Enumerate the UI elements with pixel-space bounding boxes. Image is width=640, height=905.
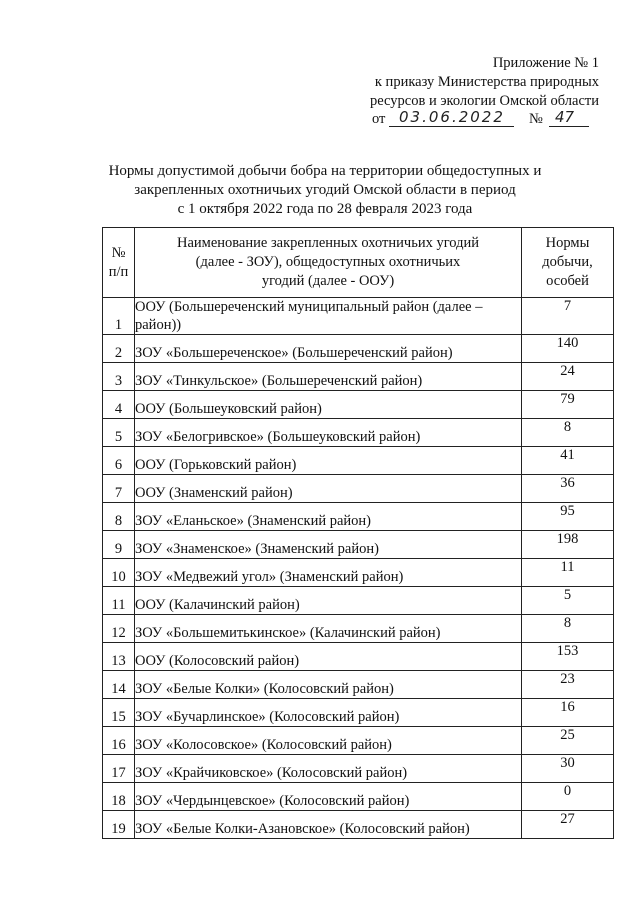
table-row <box>103 811 614 839</box>
table-row <box>103 335 614 363</box>
header-number <box>103 228 135 298</box>
row-name: ЗОУ «Белые Колки» (Колосовский район) <box>135 671 522 699</box>
row-value: 41 <box>522 447 614 475</box>
table-row <box>103 363 614 391</box>
row-name: ЗОУ «Медвежий угол» (Знаменский район) <box>135 559 522 587</box>
row-name: ЗОУ «Чердынцевское» (Колосовский район) <box>135 783 522 811</box>
appendix-order-ref: к приказу Министерства природных <box>374 74 599 90</box>
row-value: 11 <box>522 559 614 587</box>
row-number: 9 <box>103 531 135 559</box>
row-name: ЗОУ «Еланьское» (Знаменский район) <box>135 503 522 531</box>
table-header-row <box>103 228 614 298</box>
row-number: 3 <box>103 363 135 391</box>
row-name: ЗОУ «Белогривское» (Большеуковский район) <box>135 419 522 447</box>
row-value: 23 <box>522 671 614 699</box>
row-value: 79 <box>522 391 614 419</box>
row-value: 16 <box>522 699 614 727</box>
header-name-line-2: (далее - ЗОУ), общедоступных охотничьих <box>195 254 461 270</box>
table-row <box>103 419 614 447</box>
row-value: 8 <box>522 615 614 643</box>
row-value: 36 <box>522 475 614 503</box>
row-value: 0 <box>522 783 614 811</box>
row-name: ЗОУ «Белые Колки-Азановское» (Колосовский район) <box>135 811 522 839</box>
row-value: 5 <box>522 587 614 615</box>
row-value: 140 <box>522 335 614 363</box>
row-number: 16 <box>103 727 135 755</box>
handwritten-number: 47 <box>555 108 575 126</box>
table-row <box>103 615 614 643</box>
header-name-line-3: угодий (далее - ООУ) <box>261 273 395 289</box>
appendix-number: Приложение № 1 <box>492 55 599 71</box>
row-name: ООУ (Колосовский район) <box>135 643 522 671</box>
row-name: ЗОУ «Большереченское» (Большереченский район) <box>135 335 522 363</box>
row-number: 5 <box>103 419 135 447</box>
row-name: ООУ (Большеуковский район) <box>135 391 522 419</box>
row-value: 7 <box>522 298 614 335</box>
table-row <box>103 391 614 419</box>
table-row <box>103 475 614 503</box>
row-number: 18 <box>103 783 135 811</box>
row-number: 8 <box>103 503 135 531</box>
table-row <box>103 699 614 727</box>
row-number: 12 <box>103 615 135 643</box>
row-value: 8 <box>522 419 614 447</box>
header-value-line-2: добычи, <box>542 254 593 270</box>
row-number: 11 <box>103 587 135 615</box>
row-name: ЗОУ «Большемитькинское» (Калачинский район) <box>135 615 522 643</box>
table-row <box>103 783 614 811</box>
table-row <box>103 298 614 335</box>
title-line-1: Нормы допустимой добычи бобра на территории общедоступных и <box>108 163 542 179</box>
row-name: ЗОУ «Крайчиковское» (Колосовский район) <box>135 755 522 783</box>
row-name: ООУ (Горьковский район) <box>135 447 522 475</box>
row-name: ЗОУ «Бучарлинское» (Колосовский район) <box>135 699 522 727</box>
row-name: ООУ (Знаменский район) <box>135 475 522 503</box>
title-line-3: с 1 октября 2022 года по 28 февраля 2023 года <box>177 201 473 217</box>
header-number-line-2: п/п <box>108 263 129 280</box>
row-number: 2 <box>103 335 135 363</box>
header-value <box>522 228 614 298</box>
header-number-line-1: № <box>111 244 126 261</box>
row-value: 27 <box>522 811 614 839</box>
table-row <box>103 587 614 615</box>
table-row <box>103 531 614 559</box>
header-name <box>135 228 522 298</box>
norms-table <box>102 227 614 839</box>
row-number: 10 <box>103 559 135 587</box>
row-name: ООУ (Калачинский район) <box>135 587 522 615</box>
appendix-date-number-line <box>359 110 599 130</box>
row-number: 7 <box>103 475 135 503</box>
row-number: 15 <box>103 699 135 727</box>
title-line-2: закрепленных охотничьих угодий Омской области в период <box>134 182 516 198</box>
row-value: 25 <box>522 727 614 755</box>
row-number: 17 <box>103 755 135 783</box>
row-value: 198 <box>522 531 614 559</box>
table-row <box>103 671 614 699</box>
table-row <box>103 447 614 475</box>
appendix-ministry: ресурсов и экологии Омской области <box>370 93 599 109</box>
table-row <box>103 643 614 671</box>
row-number: 19 <box>103 811 135 839</box>
row-value: 153 <box>522 643 614 671</box>
table-row <box>103 503 614 531</box>
date-label: от <box>372 111 386 127</box>
row-value: 95 <box>522 503 614 531</box>
table-row <box>103 559 614 587</box>
row-number: 4 <box>103 391 135 419</box>
row-number: 1 <box>103 298 135 335</box>
row-value: 24 <box>522 363 614 391</box>
header-value-line-3: особей <box>546 273 589 289</box>
table-row <box>103 727 614 755</box>
row-name: ЗОУ «Колосовское» (Колосовский район) <box>135 727 522 755</box>
row-number: 14 <box>103 671 135 699</box>
row-name: ЗОУ «Тинкульское» (Большереченский район) <box>135 363 522 391</box>
header-value-line-1: Нормы <box>545 235 590 251</box>
number-label: № <box>529 111 543 127</box>
row-number: 6 <box>103 447 135 475</box>
row-name: ЗОУ «Знаменское» (Знаменский район) <box>135 531 522 559</box>
header-name-line-1: Наименование закрепленных охотничьих угодий <box>176 235 480 251</box>
handwritten-date: 03.06.2022 <box>399 108 505 126</box>
row-value: 30 <box>522 755 614 783</box>
document-title <box>100 162 550 219</box>
row-number: 13 <box>103 643 135 671</box>
row-name: ООУ (Большереченский муниципальный район (далее – район)) <box>135 298 522 335</box>
table-row <box>103 755 614 783</box>
